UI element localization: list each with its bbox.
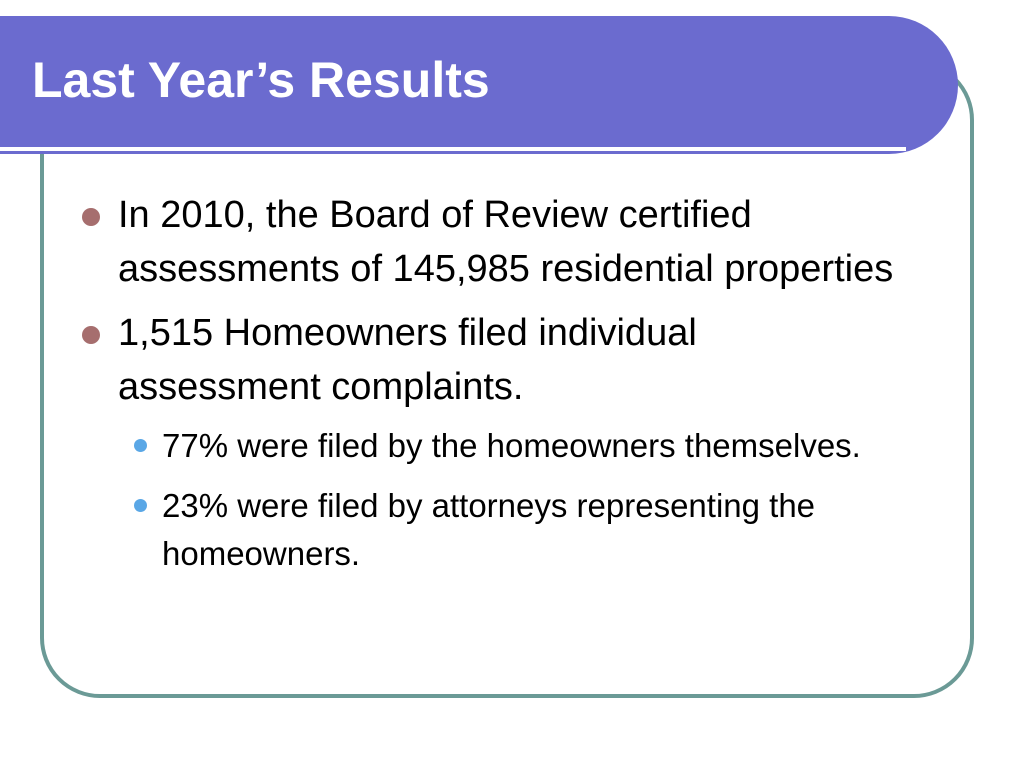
- sub-bullet-dot-icon: [134, 439, 147, 452]
- bullet-list: [80, 188, 910, 590]
- bullet-item-complaints: [80, 306, 910, 578]
- sub-bullet-dot-icon: [134, 499, 147, 512]
- sub-bullet-list: [118, 422, 910, 578]
- sub-bullet-item-attorneys: [118, 482, 910, 578]
- title-divider: [0, 147, 906, 151]
- sub-bullet-text: 77% were filed by the homeowners themselves.: [162, 427, 861, 464]
- bullet-text: In 2010, the Board of Review certified assessments of 145,985 residential properties: [118, 194, 894, 290]
- sub-bullet-item-homeowners: [118, 422, 910, 470]
- bullet-item-board-certified: [80, 188, 910, 296]
- slide-title: Last Year’s Results: [32, 52, 490, 108]
- bullet-dot-icon: [82, 326, 100, 344]
- sub-bullet-text: 23% were filed by attorneys representing the homeowners.: [162, 487, 816, 572]
- bullet-dot-icon: [82, 208, 100, 226]
- bullet-text: 1,515 Homeowners filed individual assessment complaints.: [118, 312, 697, 408]
